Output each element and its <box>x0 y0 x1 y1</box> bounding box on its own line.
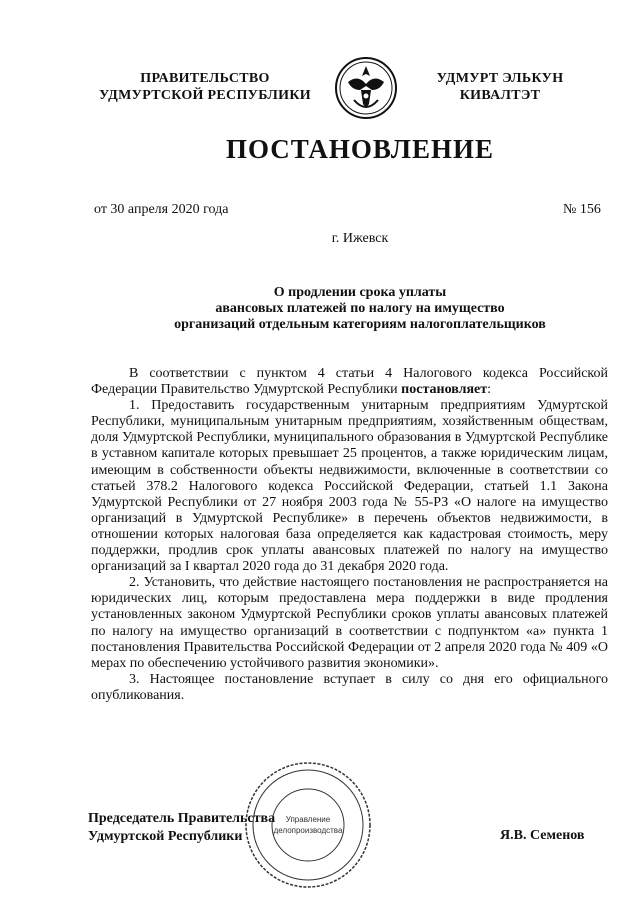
subject-line3: организаций отдельным категориям налогоплательщиков <box>174 317 546 332</box>
preamble-text: В соответствии с пунктом 4 статьи 4 Налогового кодекса Российской Федерации Правительство Удмуртской Республики <box>91 366 608 398</box>
header-right-line2: КИВАЛТЭТ <box>459 88 541 103</box>
header-right-line1: УДМУРТ ЭЛЬКУН <box>436 71 564 86</box>
signatory-position-line1: Председатель Правительства <box>88 811 276 826</box>
document-title: ПОСТАНОВЛЕНИЕ <box>225 134 495 164</box>
preamble-colon: : <box>487 382 492 398</box>
header-right-authority <box>415 70 585 104</box>
document-city: г. Ижевск <box>331 231 389 246</box>
document-number: № 156 <box>563 202 601 217</box>
signatory-name: Я.В. Семенов <box>500 828 585 843</box>
signatory-position-line2: Удмуртской Республики <box>88 829 243 844</box>
clause-3: 3. Настоящее постановление вступает в силу со дня его официального опубликования. <box>91 671 608 703</box>
seal-line2: делопроизводства <box>273 826 343 835</box>
document-date: от 30 апреля 2020 года <box>94 202 229 217</box>
subject-line1: О продлении срока уплаты <box>273 285 447 300</box>
seal-line1: Управление <box>285 815 331 824</box>
header-left-authority <box>80 70 330 104</box>
subject-line2: авансовых платежей по налогу на имущество <box>215 301 505 316</box>
clause-2: 2. Установить, что действие настоящего постановления не распространяется на юридических лиц, которым предоставлена мера поддержки в виде продления установленных законом Удмуртской Республики сроков уплаты авансовых платежей по налогу на имущество организаций в соответствии с подпунктом «а» пункта 1 постановления Правительства Российской Федерации от 2 апреля 2020 года № 409 «О мерах по обеспечению устойчивого развития экономики». <box>91 575 608 671</box>
header-left-line1: ПРАВИТЕЛЬСТВО <box>140 71 270 86</box>
round-stamp-icon <box>243 760 373 890</box>
document-subject <box>100 285 620 333</box>
document-body <box>91 366 608 704</box>
clause-1: 1. Предоставить государственным унитарным предприятиям Удмуртской Республики, муниципальным унитарным предприятиям, хозяйственным обществам, доля Удмуртской Республики, муниципального образования в Удмуртской Республике в уставном капитале которых превышает 25 процентов, а также юридическим лицам, имеющим в собственности объекты недвижимости, включенные в соответствии со статьей 378.2 Налогового кодекса Российской Федерации, статьей 1.1 Закона Удмуртской Республики от 27 ноября 2003 года № 55-РЗ «О налоге на имущество организаций в Удмуртской Республике» в перечень объектов недвижимости, в отношении которых налоговая база определяется как кадастровая стоимость, меру поддержки, продлив срок уплаты авансовых платежей по налогу на имущество организаций за I квартал 2020 года до 31 декабря 2020 года. <box>91 398 608 575</box>
udmurt-coat-of-arms-icon <box>334 56 398 120</box>
preamble-resolves: постановляет <box>401 382 488 398</box>
header-left-line2: УДМУРТСКОЙ РЕСПУБЛИКИ <box>99 88 311 103</box>
preamble-paragraph <box>91 366 608 398</box>
